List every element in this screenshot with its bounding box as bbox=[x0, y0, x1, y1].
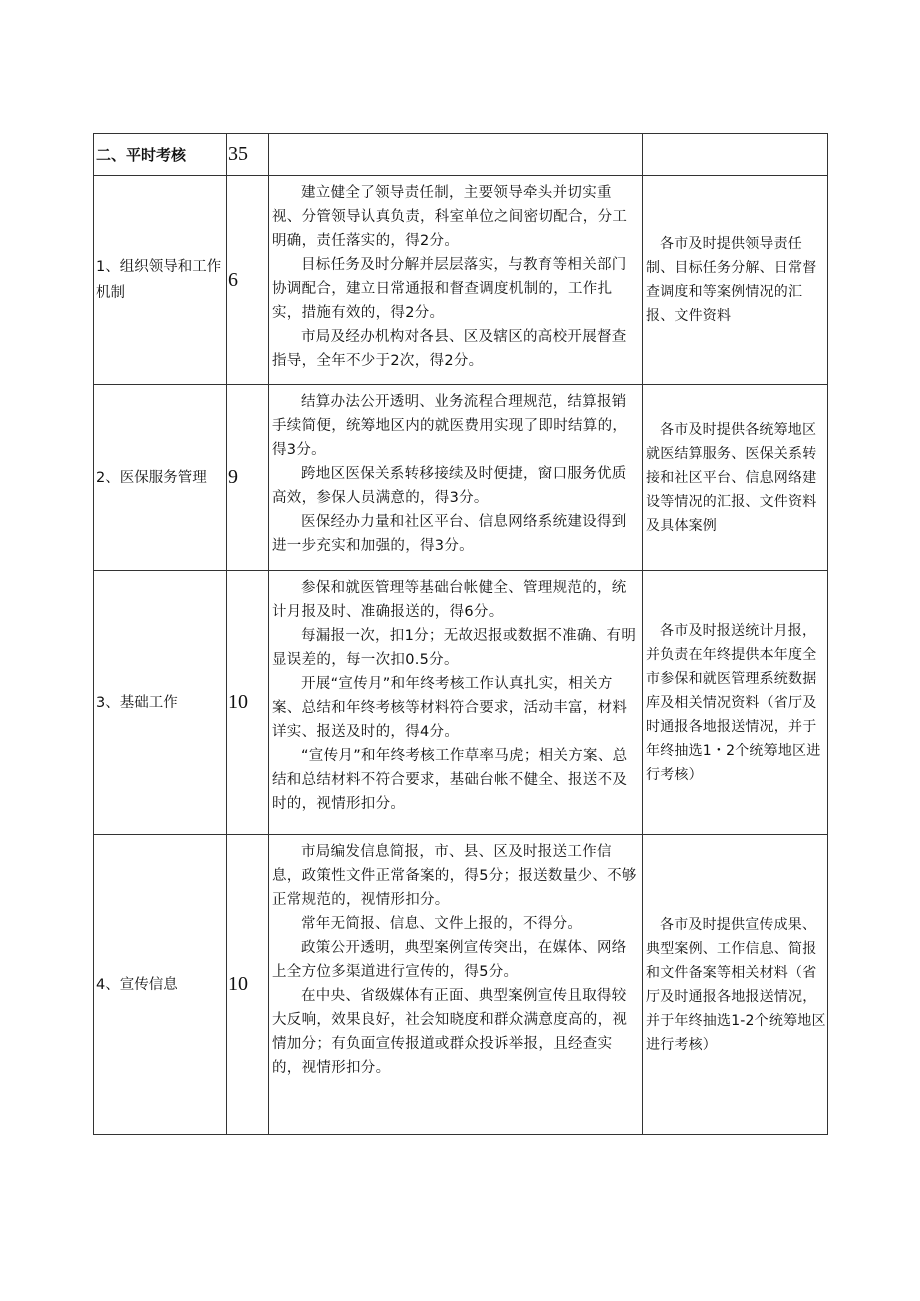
criteria-cell bbox=[269, 571, 643, 835]
table-row bbox=[94, 385, 828, 571]
item-name: 3、基础工作 bbox=[94, 571, 227, 835]
criteria-cell bbox=[269, 835, 643, 1135]
criteria-paragraph: 在中央、省级媒体有正面、典型案例宣传且取得较大反响，效果良好，社会知晓度和群众满意度高的，视情加分；有负面宣传报道或群众投诉举报，且经查实的，视情形扣分。 bbox=[272, 988, 628, 1076]
criteria-paragraph: 每漏报一次，扣1分；无故迟报或数据不准确、有明显误差的，每一次扣0.5分。 bbox=[272, 628, 637, 668]
criteria-paragraph: 目标任务及时分解并层层落实，与教育等相关部门协调配合，建立日常通报和督查调度机制的，工作扎实，措施有效的，得2分。 bbox=[272, 257, 627, 321]
table-row bbox=[94, 176, 828, 385]
item-name: 1、组织领导和工作机制 bbox=[94, 176, 227, 385]
item-score: 10 bbox=[227, 571, 269, 835]
material-cell: 各市及时提供宣传成果、典型案例、工作信息、简报和文件备案等相关材料（省厅及时通报各地报送情况，并于年终抽选1-2个统筹地区进行考核） bbox=[643, 835, 828, 1135]
section-title: 二、平时考核 bbox=[94, 134, 227, 176]
table-row bbox=[94, 571, 828, 835]
criteria-paragraph: “宣传月”和年终考核工作草率马虎；相关方案、总结和总结材料不符合要求，基础台帐不健全、报送不及时的，视情形扣分。 bbox=[272, 748, 628, 812]
criteria-paragraph: 开展“宣传月”和年终考核工作认真扎实，相关方案、总结和年终考核等材料符合要求，活动丰富，材料详实、报送及时的，得4分。 bbox=[272, 676, 628, 740]
criteria-paragraph: 医保经办力量和社区平台、信息网络系统建设得到进一步充实和加强的，得3分。 bbox=[272, 514, 627, 554]
criteria-paragraph: 建立健全了领导责任制，主要领导牵头并切实重视、分管领导认真负责，科室单位之间密切配合，分工明确，责任落实的，得2分。 bbox=[272, 185, 628, 249]
section-score: 35 bbox=[227, 134, 269, 176]
material-cell: 各市及时提供领导责任制、目标任务分解、日常督查调度和等案例情况的汇报、文件资料 bbox=[643, 176, 828, 385]
criteria-paragraph: 跨地区医保关系转移接续及时便捷，窗口服务优质高效，参保人员满意的，得3分。 bbox=[272, 466, 627, 506]
assessment-table bbox=[93, 133, 828, 1135]
criteria-paragraph: 参保和就医管理等基础台帐健全、管理规范的，统计月报及时、准确报送的，得6分。 bbox=[272, 580, 627, 620]
criteria-paragraph: 常年无简报、信息、文件上报的，不得分。 bbox=[301, 916, 583, 932]
item-score: 6 bbox=[227, 176, 269, 385]
criteria-paragraph: 市局及经办机构对各县、区及辖区的高校开展督查指导，全年不少于2次，得2分。 bbox=[272, 329, 627, 369]
criteria-cell bbox=[269, 176, 643, 385]
item-score: 10 bbox=[227, 835, 269, 1135]
material-cell: 各市及时报送统计月报，并负责在年终提供本年度全市参保和就医管理系统数据库及相关情况资料（省厅及时通报各地报送情况，并于年终抽选1・2个统筹地区进行考核） bbox=[643, 571, 828, 835]
section-header-row bbox=[94, 134, 828, 176]
section-content-empty bbox=[269, 134, 643, 176]
item-score: 9 bbox=[227, 385, 269, 571]
material-cell: 各市及时提供各统筹地区就医结算服务、医保关系转接和社区平台、信息网络建设等情况的汇报、文件资料及具体案例 bbox=[643, 385, 828, 571]
item-name: 2、医保服务管理 bbox=[94, 385, 227, 571]
criteria-paragraph: 结算办法公开透明、业务流程合理规范，结算报销手续简便，统筹地区内的就医费用实现了即时结算的，得3分。 bbox=[272, 394, 628, 458]
criteria-paragraph: 政策公开透明，典型案例宣传突出，在媒体、网络上全方位多渠道进行宣传的，得5分。 bbox=[272, 940, 627, 980]
section-material-empty bbox=[643, 134, 828, 176]
criteria-cell bbox=[269, 385, 643, 571]
item-name: 4、宣传信息 bbox=[94, 835, 227, 1135]
table-row bbox=[94, 835, 828, 1135]
criteria-paragraph: 市局编发信息简报，市、县、区及时报送工作信息，政策性文件正常备案的，得5分；报送数量少、不够正常规范的，视情形扣分。 bbox=[272, 844, 637, 908]
